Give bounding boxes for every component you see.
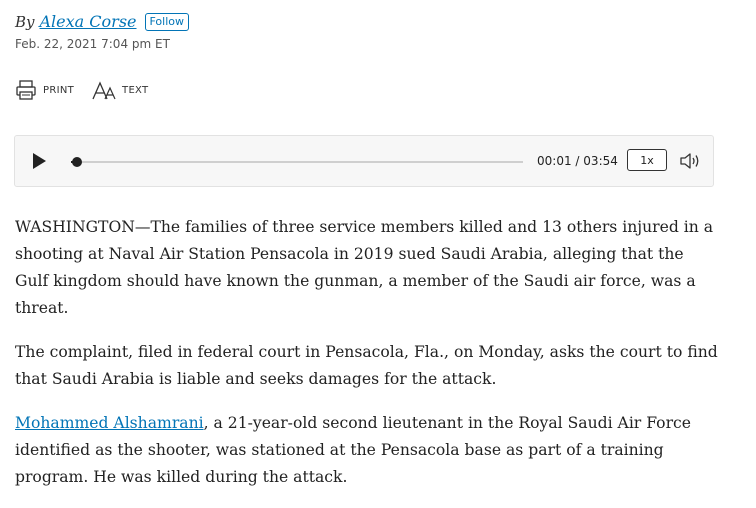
- paragraph: WASHINGTON—The families of three service members killed and 13 others injured in a shooting at Naval Air Station Pensacola in 2019 sued Saudi Arabia, alleging that the Gulf kingdom should have known the gunman, a member of the Saudi air force, was a threat.: [15, 218, 714, 317]
- print-label: PRINT: [43, 84, 75, 96]
- author-link[interactable]: Alexa Corse: [39, 12, 137, 31]
- print-button[interactable]: [15, 80, 74, 100]
- audio-player: [14, 135, 714, 187]
- paragraph-text: , a 21-year-old second lieutenant in the Royal Saudi Air Force identified as the shooter, was stationed at the Pensacola base as part of a training program. He was killed during the attack.: [15, 414, 691, 486]
- byline-prefix: By: [15, 12, 35, 31]
- play-icon[interactable]: [31, 152, 47, 170]
- text-size-button[interactable]: [92, 80, 148, 100]
- time-separator: /: [575, 154, 580, 168]
- paragraph: The complaint, filed in federal court in Pensacola, Fla., on Monday, asks the court to find that Saudi Arabia is liable and seeks damages for the attack.: [15, 343, 718, 388]
- byline: [15, 12, 189, 31]
- time-display: [537, 154, 618, 168]
- text-label: TEXT: [122, 84, 149, 96]
- article-body: [15, 214, 721, 508]
- printer-icon: [15, 80, 37, 100]
- text-size-icon: [92, 80, 116, 100]
- playback-speed-button[interactable]: 1x: [627, 149, 667, 171]
- follow-button[interactable]: Follow: [145, 13, 190, 31]
- volume-icon[interactable]: [679, 151, 701, 171]
- paragraph: [15, 410, 721, 491]
- progress-handle[interactable]: [72, 157, 82, 167]
- publish-date: Feb. 22, 2021 7:04 pm ET: [15, 37, 170, 51]
- progress-track[interactable]: [71, 161, 523, 163]
- person-link[interactable]: Mohammed Alshamrani: [15, 414, 204, 432]
- current-time: 00:01: [537, 154, 572, 168]
- duration: 03:54: [583, 154, 618, 168]
- article-tools: [15, 80, 166, 100]
